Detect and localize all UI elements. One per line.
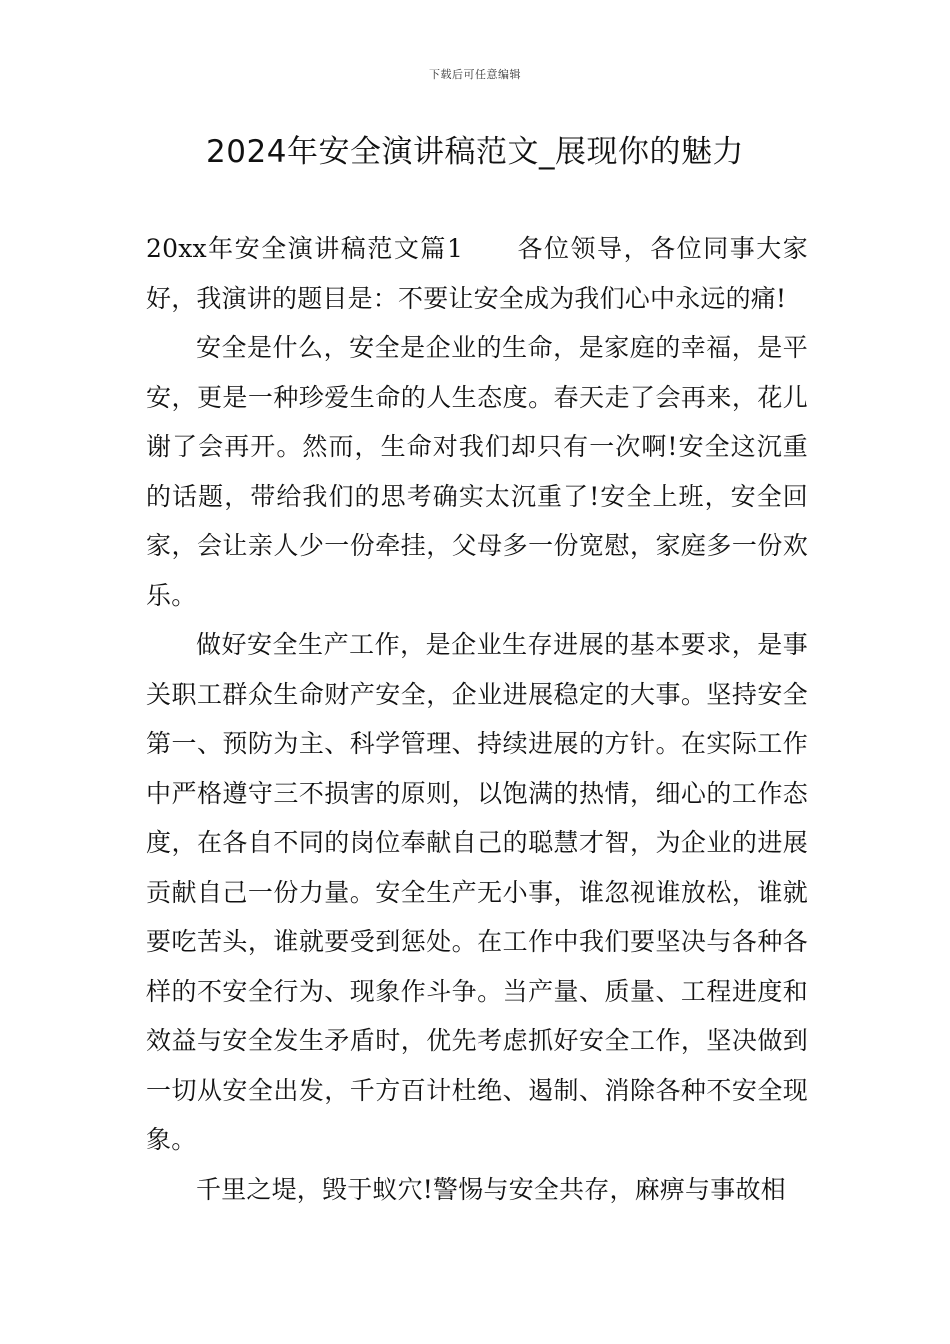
paragraph-what-is-safety: 安全是什么，安全是企业的生命，是家庭的幸福，是平安，更是一种珍爱生命的人生态度。春天走了会再来，花儿谢了会再开。然而，生命对我们却只有一次啊!安全这沉重的话题，带给我们的思考确实太沉重了!安全上班，安全回家，会让亲人少一份牵挂，父母多一份宽慰，家庭多一份欢乐。	[146, 333, 808, 610]
document-body	[146, 224, 808, 1214]
paragraph-intro: 20xx年安全演讲稿范文篇1 各位领导，各位同事大家好，我演讲的题目是：不要让安全成为我们心中永远的痛!	[146, 234, 808, 313]
paragraph-safety-production: 做好安全生产工作，是企业生存进展的基本要求，是事关职工群众生命财产安全，企业进展稳定的大事。坚持安全第一、预防为主、科学管理、持续进展的方针。在实际工作中严格遵守三不损害的原则，以饱满的热情，细心的工作态度，在各自不同的岗位奉献自己的聪慧才智，为企业的进展贡献自己一份力量。安全生产无小事，谁忽视谁放松，谁就要吃苦头，谁就要受到惩处。在工作中我们要坚决与各种各样的不安全行为、现象作斗争。当产量、质量、工程进度和效益与安全发生矛盾时，优先考虑抓好安全工作，坚决做到一切从安全出发，千方百计杜绝、遏制、消除各种不安全现象。	[146, 630, 808, 1154]
document-title: 2024年安全演讲稿范文_展现你的魅力	[206, 134, 744, 170]
paragraph-vigilance: 千里之堤，毁于蚁穴!警惕与安全共存，麻痹与事故相	[196, 1174, 786, 1204]
header-note: 下载后可任意编辑	[429, 68, 521, 81]
